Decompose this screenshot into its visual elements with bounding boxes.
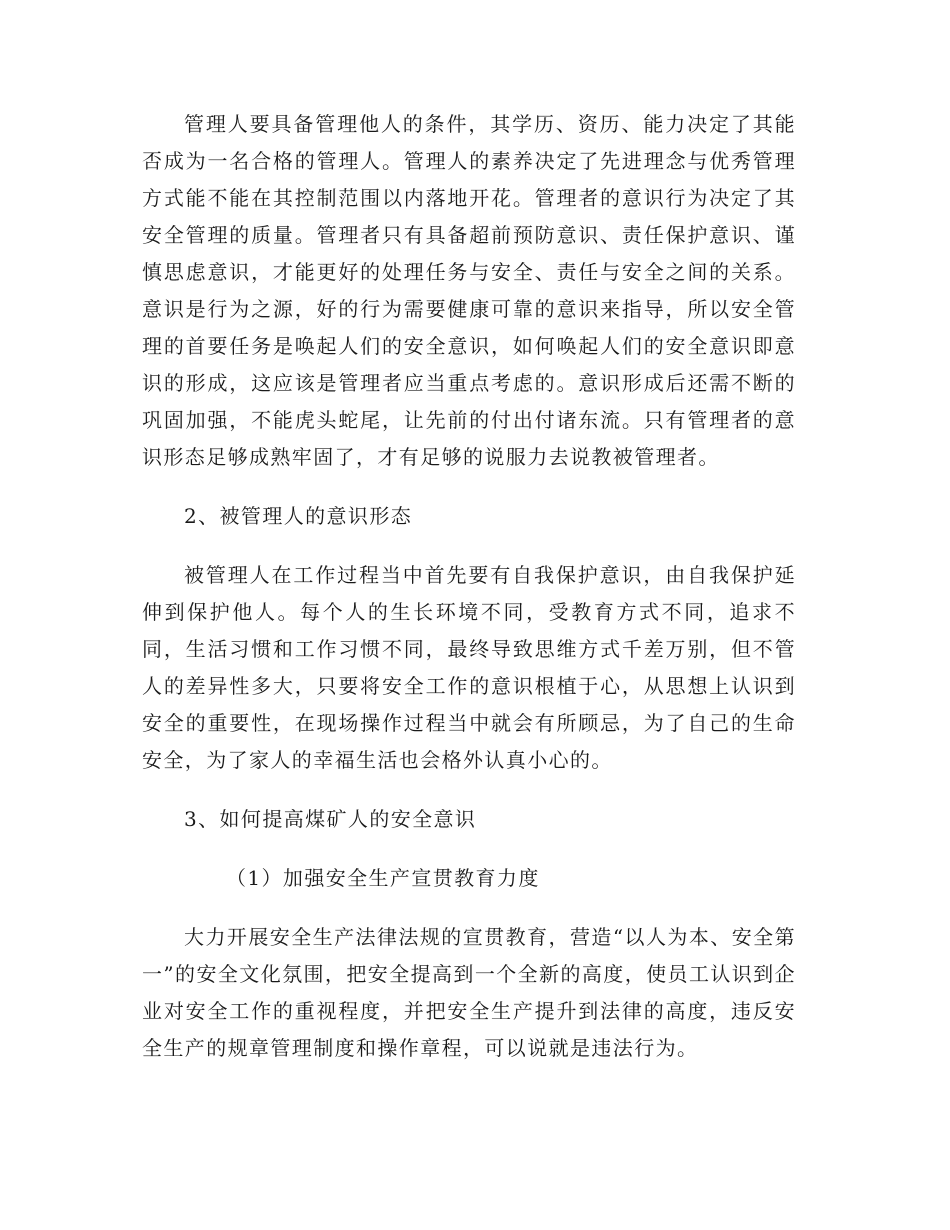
document-body: [142, 106, 796, 1089]
section-heading-managed-awareness: 2、被管理人的意识形态: [184, 504, 413, 528]
paragraph-managed-awareness: 被管理人在工作过程当中首先要有自我保护意识，由自我保护延伸到保护他人。每个人的生长环境不同，受教育方式不同，追求不同，生活习惯和工作习惯不同，最终导致思维方式千差万别，但不管人的差异性多大，只要将安全工作的意识根植于心，从思想上认识到安全的重要性，在现场操作过程当中就会有所顾忌，为了自己的生命安全，为了家人的幸福生活也会格外认真小心的。: [142, 563, 796, 772]
subsection-heading-education: （1）加强安全生产宣贯教育力度: [226, 866, 540, 890]
paragraph-manager-qualities: 管理人要具备管理他人的条件，其学历、资历、能力决定了其能否成为一名合格的管理人。管理人的素养决定了先进理念与优秀管理方式能不能在其控制范围以内落地开花。管理者的意识行为决定了其安全管理的质量。管理者只有具备超前预防意识、责任保护意识、谨慎思虑意识，才能更好的处理任务与安全、责任与安全之间的关系。意识是行为之源，好的行为需要健康可靠的意识来指导，所以安全管理的首要任务是唤起人们的安全意识，如何唤起人们的安全意识即意识的形成，这应该是管理者应当重点考虑的。意识形成后还需不断的巩固加强，不能虎头蛇尾，让先前的付出付诸东流。只有管理者的意识形态足够成熟牢固了，才有足够的说服力去说教被管理者。: [142, 112, 796, 469]
section-heading-improve-safety-awareness: 3、如何提高煤矿人的安全意识: [184, 807, 477, 831]
paragraph-education: 大力开展安全生产法律法规的宣贯教育，营造“以人为本、安全第一”的安全文化氛围，把安全提高到一个全新的高度，使员工认识到企业对安全工作的重视程度，并把安全生产提升到法律的高度，违反安全生产的规章管理制度和操作章程，可以说就是违法行为。: [142, 925, 796, 1060]
